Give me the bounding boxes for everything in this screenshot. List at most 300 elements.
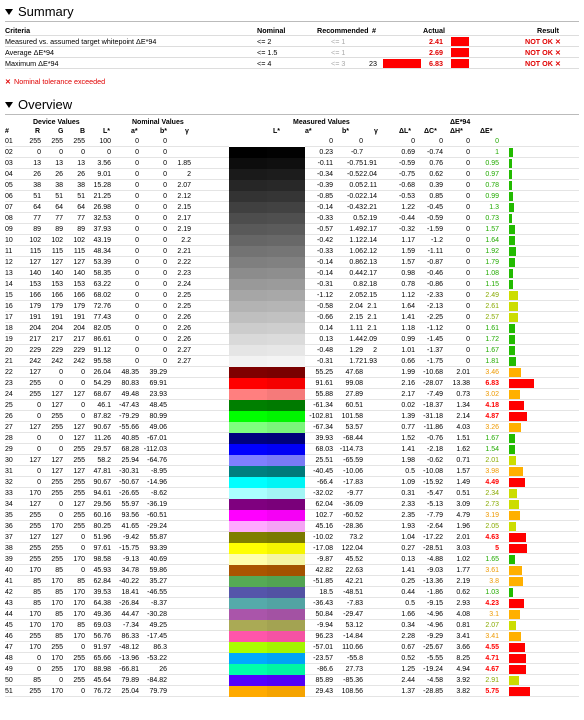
col-index-cell: 23	[5, 380, 13, 387]
overview-rows	[5, 136, 579, 697]
col-meas-a-cell: 85.89	[315, 677, 333, 684]
table-row	[5, 345, 579, 356]
col-dc-cell: -1.12	[427, 325, 443, 332]
measured-color-swatch	[267, 312, 305, 323]
col-meas-b-cell: 1.11	[349, 325, 363, 332]
col-nom-l-cell: 15.28	[93, 182, 111, 189]
col-dl-cell: 1.98	[401, 457, 415, 464]
col-nom-l-cell: 37.93	[93, 226, 111, 233]
col-r-cell: 255	[29, 633, 41, 640]
nominal-color-swatch	[229, 411, 267, 422]
col-meas-a-cell: -0.33	[317, 215, 333, 222]
col-nom-gamma-cell: 2.26	[177, 325, 191, 332]
nominal-color-swatch	[229, 631, 267, 642]
col-meas-b-cell: -60.52	[343, 512, 363, 519]
col-meas-b-cell: 42.21	[345, 578, 363, 585]
delta-e-bar	[509, 478, 525, 487]
col-meas-a-cell: -1.12	[317, 292, 333, 299]
col-index-cell: 15	[5, 292, 13, 299]
col-dl-cell: 1.64	[401, 303, 415, 310]
nominal-color-swatch	[229, 356, 267, 367]
nominal-color-swatch	[229, 147, 267, 158]
col-de-cell: 2.05	[485, 523, 499, 530]
measured-color-swatch	[267, 411, 305, 422]
col-dc-cell: -1.11	[427, 248, 443, 255]
col-meas-a-cell: 42.82	[315, 567, 333, 574]
col-g-cell: 85	[55, 567, 63, 574]
col-meas-b-cell: 2.04	[349, 303, 363, 310]
col-de-cell: 0.97	[485, 171, 499, 178]
col-nom-l-cell: 3.56	[97, 160, 111, 167]
col-nom-b-cell: -84.82	[147, 677, 167, 684]
col-meas-b-cell: -0.02	[347, 193, 363, 200]
col-b-cell: 255	[73, 523, 85, 530]
col-r-cell: 0	[37, 468, 41, 475]
col-nom-a-cell: 44.47	[121, 611, 139, 618]
col-de-cell: 1.61	[485, 325, 499, 332]
col-de-cell: 0.95	[485, 160, 499, 167]
col-dh-cell: 0.62	[456, 589, 470, 596]
delta-e-bar	[509, 500, 519, 509]
measured-values-header: Measured Values	[293, 119, 350, 126]
nominal-color-swatch	[229, 323, 267, 334]
col-nom-l-cell: 88.98	[93, 666, 111, 673]
col-b-cell: 229	[73, 347, 85, 354]
nominal-color-swatch	[229, 433, 267, 444]
col-dl-cell: 0.67	[401, 644, 415, 651]
col-g-cell: 127	[51, 534, 63, 541]
col-r-cell: 0	[37, 479, 41, 486]
col-meas-b-cell: 2.05	[349, 292, 363, 299]
col-nom-l-cell: 72.76	[93, 303, 111, 310]
col-nom-a-cell: 0	[135, 314, 139, 321]
col-b-cell: 255	[73, 457, 85, 464]
measured-color-swatch	[267, 510, 305, 521]
col-meas-b-cell: -17.83	[343, 479, 363, 486]
overview-table	[5, 118, 579, 697]
measured-color-swatch	[267, 477, 305, 488]
col-de-cell: 0.99	[485, 193, 499, 200]
table-row	[5, 664, 579, 675]
col-b-cell: 242	[73, 358, 85, 365]
delta-e-bar	[509, 291, 518, 300]
nominal-color-swatch	[229, 290, 267, 301]
delta-e-bar	[509, 632, 521, 641]
col-b-header: B	[80, 128, 86, 135]
col-nom-gamma-cell: 2.27	[177, 347, 191, 354]
col-g-cell: 229	[51, 347, 63, 354]
col-nom-l-cell: 45.64	[93, 677, 111, 684]
measured-color-swatch	[267, 367, 305, 378]
col-nom-a-cell: 68.28	[121, 446, 139, 453]
col-index-cell: 36	[5, 523, 13, 530]
col-index-cell: 01	[5, 138, 13, 145]
col-de-cell: 4.18	[485, 402, 499, 409]
col-g-cell: 191	[51, 314, 63, 321]
col-meas-b-cell: -0.52	[347, 171, 363, 178]
col-index-cell: 21	[5, 358, 13, 365]
table-row	[5, 301, 579, 312]
col-dc-cell: -4.96	[427, 622, 443, 629]
col-dh-cell: 0	[466, 292, 470, 299]
col-dh-cell: 3.66	[456, 644, 470, 651]
col-dh-cell: 3.41	[456, 633, 470, 640]
nominal-color-swatch	[229, 477, 267, 488]
col-index-cell: 11	[5, 248, 13, 255]
measured-color-swatch	[267, 565, 305, 576]
col-nom-l-cell: 26.04	[93, 369, 111, 376]
col-recommended: Recommended	[317, 26, 369, 35]
col-g-cell: 127	[51, 402, 63, 409]
delta-e-bar	[509, 533, 526, 542]
col-dh-cell: 0	[466, 160, 470, 167]
col-dc-cell: -9.29	[427, 633, 443, 640]
col-dc-cell: -13.36	[423, 578, 443, 585]
col-dc-cell: -25.67	[423, 644, 443, 651]
col-index-cell: 35	[5, 512, 13, 519]
col-nom-a-cell: 80.83	[121, 380, 139, 387]
col-de-cell: 4.63	[485, 534, 499, 541]
col-index-cell: 48	[5, 655, 13, 662]
delta-e-bar	[509, 335, 515, 344]
actual-value: 2.41	[429, 37, 443, 46]
col-nom-b-cell: 0	[163, 347, 167, 354]
col-de-cell: 1.92	[485, 248, 499, 255]
delta-e-bar	[509, 665, 526, 674]
col-g-cell: 51	[55, 193, 63, 200]
col-meas-a-cell: -17.08	[313, 545, 333, 552]
col-nom-gamma-cell: 1.85	[177, 160, 191, 167]
col-dl-cell: 0.25	[401, 578, 415, 585]
col-b-cell: 255	[73, 490, 85, 497]
col-g-cell: 0	[59, 512, 63, 519]
col-dh-cell: 4.79	[456, 512, 470, 519]
col-dh-cell: 3.92	[456, 677, 470, 684]
col-meas-gamma-cell: 2.1	[367, 303, 377, 310]
col-b-cell: 153	[73, 281, 85, 288]
delta-e-bar	[509, 489, 517, 498]
col-meas-a-cell: 96.23	[315, 633, 333, 640]
col-de-cell: 2.57	[485, 314, 499, 321]
nominal-color-swatch	[229, 191, 267, 202]
col-nom-l-cell: 65.66	[93, 655, 111, 662]
nominal-color-swatch	[229, 422, 267, 433]
col-dl-cell: 1.22	[401, 204, 415, 211]
col-dh-cell: 1.49	[456, 479, 470, 486]
col-dh-cell: 0	[466, 215, 470, 222]
nominal-color-swatch	[229, 268, 267, 279]
col-dc-cell: -9.03	[427, 567, 443, 574]
col-nom-a-cell: 0	[135, 325, 139, 332]
col-dc-cell: -7.79	[427, 512, 443, 519]
table-row	[5, 620, 579, 631]
col-index-cell: 20	[5, 347, 13, 354]
col-nom-b-cell: 0	[163, 215, 167, 222]
nominal-color-swatch	[229, 158, 267, 169]
col-de-cell: 1.81	[485, 358, 499, 365]
table-row	[5, 499, 579, 510]
col-b-cell: 26	[77, 171, 85, 178]
col-index-cell: 02	[5, 149, 13, 156]
col-nom-a-cell: 0	[135, 215, 139, 222]
col-nom-a-cell: 0	[135, 182, 139, 189]
delta-e-bar	[509, 159, 512, 168]
col-b-cell: 255	[73, 479, 85, 486]
col-index-cell: 08	[5, 215, 13, 222]
col-nom-a-cell: 0	[135, 160, 139, 167]
table-row	[5, 147, 579, 158]
col-dc-cell: -28.07	[423, 380, 443, 387]
col-b-cell: 217	[73, 336, 85, 343]
table-row	[5, 169, 579, 180]
col-meas-gamma-cell: 2.1	[367, 325, 377, 332]
col-b-cell: 255	[73, 512, 85, 519]
col-g-cell: 170	[51, 622, 63, 629]
measured-color-swatch	[267, 246, 305, 257]
table-row	[5, 356, 579, 367]
col-nom-a-cell: -13.96	[119, 655, 139, 662]
col-meas-b-cell: -29.47	[343, 611, 363, 618]
col-meas-b-cell: 45.52	[345, 556, 363, 563]
col-nom-l-cell: 43.19	[93, 237, 111, 244]
col-meas-a-cell: 25.51	[315, 457, 333, 464]
col-r-cell: 170	[29, 622, 41, 629]
col-de-cell: 3.46	[485, 369, 499, 376]
summary-header-row	[5, 25, 579, 36]
col-dc-cell: -4.58	[427, 677, 443, 684]
criteria-text: Average ΔE*94	[5, 48, 55, 57]
col-b-cell: 89	[77, 226, 85, 233]
col-nom-b-cell: -14.96	[147, 479, 167, 486]
nominal-color-swatch	[229, 389, 267, 400]
collapse-triangle-icon[interactable]	[5, 102, 13, 108]
collapse-triangle-icon[interactable]	[5, 9, 13, 15]
col-dl-cell: 1.04	[401, 534, 415, 541]
nominal-color-swatch	[229, 455, 267, 466]
col-de-cell: 1	[495, 149, 499, 156]
table-row	[5, 268, 579, 279]
col-nom-l-cell: 21.25	[93, 193, 111, 200]
col-de-cell: 4.71	[485, 655, 499, 662]
col-meas-l-header: L*	[273, 128, 280, 135]
col-b-cell: 0	[81, 644, 85, 651]
delta-e-bar	[509, 258, 515, 267]
delta-e-header: ΔE*94	[450, 119, 471, 126]
nominal-color-swatch	[229, 444, 267, 455]
result-value: NOT OK ✕	[525, 59, 561, 68]
col-g-cell: 140	[51, 270, 63, 277]
col-index-cell: 46	[5, 633, 13, 640]
col-de-cell: 3.02	[485, 391, 499, 398]
col-nom-b-cell: 23.93	[149, 391, 167, 398]
col-de-cell: 2.34	[485, 490, 499, 497]
col-nom-gamma-cell: 2.21	[177, 248, 191, 255]
col-index-cell: 06	[5, 193, 13, 200]
col-nom-l-cell: 94.61	[93, 490, 111, 497]
nominal-color-swatch	[229, 169, 267, 180]
col-b-cell: 170	[73, 666, 85, 673]
col-nom-a-cell: 0	[135, 292, 139, 299]
col-dc-cell: -1.45	[427, 336, 443, 343]
col-meas-a-cell: -51.85	[313, 578, 333, 585]
col-meas-b-cell: -0.75	[347, 160, 363, 167]
col-r-cell: 170	[29, 567, 41, 574]
col-meas-a-cell: -0.58	[317, 303, 333, 310]
col-dc-cell: -5.55	[427, 655, 443, 662]
table-row	[5, 290, 579, 301]
col-nom-l-cell: 53.39	[93, 259, 111, 266]
col-dh-cell: 1.34	[456, 402, 470, 409]
col-dl-cell: 0.52	[401, 655, 415, 662]
col-nom-b-cell: 69.91	[149, 380, 167, 387]
col-nom-a-cell: 86.33	[121, 633, 139, 640]
col-dh-cell: 2.93	[456, 600, 470, 607]
actual-bar	[451, 48, 469, 57]
measured-color-swatch	[267, 158, 305, 169]
col-nom-l-cell: 80.25	[93, 523, 111, 530]
col-nom-b-cell: 79.79	[149, 688, 167, 695]
col-index-cell: 40	[5, 567, 13, 574]
col-nom-a-cell: 0	[135, 171, 139, 178]
col-nom-l-cell: 90.67	[93, 479, 111, 486]
col-meas-gamma-cell: 2.1	[367, 314, 377, 321]
col-nom-a-cell: 0	[135, 193, 139, 200]
table-row	[5, 334, 579, 345]
nominal-value: <= 1.5	[257, 48, 278, 57]
col-nom-l-cell: 47.81	[93, 468, 111, 475]
table-row	[5, 444, 579, 455]
col-meas-b-cell: 27.89	[345, 391, 363, 398]
delta-e-bar	[509, 214, 512, 223]
col-nom-l-header: L*	[103, 128, 110, 135]
col-meas-b-cell: -9.77	[347, 490, 363, 497]
col-meas-a-cell: -0.31	[317, 281, 333, 288]
nominal-color-swatch	[229, 532, 267, 543]
col-dh-cell: 0	[466, 149, 470, 156]
col-r-cell: 153	[29, 281, 41, 288]
col-nom-b-cell: 0	[163, 259, 167, 266]
col-nom-gamma-cell: 2.17	[177, 215, 191, 222]
col-nom-a-cell: 93.56	[121, 512, 139, 519]
col-meas-b-cell: 27.73	[345, 666, 363, 673]
col-r-cell: 102	[29, 237, 41, 244]
col-meas-a-cell: -0.85	[317, 193, 333, 200]
measured-color-swatch	[267, 675, 305, 686]
col-nom-a-cell: 0	[135, 259, 139, 266]
measured-color-swatch	[267, 554, 305, 565]
overview-heading[interactable]	[5, 97, 72, 113]
col-b-cell: 170	[73, 611, 85, 618]
col-dl-cell: 0.5	[405, 468, 415, 475]
delta-e-bar	[509, 203, 514, 212]
measured-color-swatch	[267, 444, 305, 455]
col-dl-cell: 0.66	[401, 358, 415, 365]
col-nom-a-cell: 0	[135, 281, 139, 288]
col-nom-l-cell: 29.57	[93, 446, 111, 453]
col-dh-cell: 1.02	[456, 556, 470, 563]
col-index-cell: 44	[5, 611, 13, 618]
col-r-cell: 127	[29, 424, 41, 431]
summary-heading[interactable]	[5, 4, 74, 20]
col-r-cell: 255	[29, 556, 41, 563]
col-dh-cell: 0	[466, 204, 470, 211]
col-nom-gamma-cell: 2.19	[177, 226, 191, 233]
col-nom-a-cell: 79.89	[121, 677, 139, 684]
col-index-cell: 34	[5, 501, 13, 508]
table-row	[5, 433, 579, 444]
col-index-cell: 14	[5, 281, 13, 288]
col-b-cell: 127	[73, 501, 85, 508]
col-meas-gamma-cell: 2.11	[363, 182, 377, 189]
col-dc-cell: 0.85	[429, 193, 443, 200]
col-b-cell: 0	[81, 380, 85, 387]
col-r-cell: 0	[37, 402, 41, 409]
measured-color-swatch	[267, 400, 305, 411]
col-nom-b-cell: 26	[159, 666, 167, 673]
col-nom-a-cell: -26.65	[119, 490, 139, 497]
col-dh-cell: 0	[466, 347, 470, 354]
col-nom-a-cell: -66.81	[119, 666, 139, 673]
col-meas-a-cell: -57.01	[313, 644, 333, 651]
col-nom-a-cell: 0	[135, 237, 139, 244]
col-r-cell: 38	[33, 182, 41, 189]
col-meas-b-cell: 73.2	[349, 534, 363, 541]
recommended-value: <= 1	[331, 37, 346, 46]
col-nom-gamma-cell: 2.2	[181, 237, 191, 244]
col-nom-a-cell: 0	[135, 138, 139, 145]
col-r-cell: 0	[37, 413, 41, 420]
nominal-color-swatch	[229, 378, 267, 389]
nominal-color-swatch	[229, 466, 267, 477]
col-dc-cell: -2.33	[427, 292, 443, 299]
measured-color-swatch	[267, 169, 305, 180]
col-nom-b-cell: 86.3	[153, 644, 167, 651]
col-nom-b-cell: 0	[163, 171, 167, 178]
col-nom-l-cell: 87.82	[93, 413, 111, 420]
nominal-color-swatch	[229, 345, 267, 356]
col-b-cell: 0	[81, 688, 85, 695]
col-meas-a-cell: -102.81	[309, 413, 333, 420]
col-dl-cell: 1.57	[401, 259, 415, 266]
delta-e-bar	[509, 687, 530, 696]
col-index-cell: 43	[5, 600, 13, 607]
criteria-text: Measured vs. assumed target whitepoint ΔE*94	[5, 37, 157, 46]
col-dl-cell: 2.44	[401, 677, 415, 684]
col-index-cell: 29	[5, 446, 13, 453]
table-row	[5, 488, 579, 499]
group-header-row	[5, 118, 579, 127]
col-dh-cell: 3.82	[456, 688, 470, 695]
col-meas-b-cell: 0.44	[349, 270, 363, 277]
summary-row	[5, 47, 579, 58]
col-nom-gamma-cell: 2	[187, 171, 191, 178]
col-g-cell: 255	[51, 479, 63, 486]
col-dl-cell: 0.31	[401, 490, 415, 497]
col-r-cell: 0	[37, 435, 41, 442]
measured-color-swatch	[267, 235, 305, 246]
col-nom-a-cell: 0	[135, 358, 139, 365]
col-dc-cell: -2.25	[427, 314, 443, 321]
col-nom-b-cell: 93.39	[149, 545, 167, 552]
col-nom-a-cell: -55.66	[119, 424, 139, 431]
col-meas-a-cell: 102.7	[315, 512, 333, 519]
table-row	[5, 521, 579, 532]
col-dl-cell: 1.17	[401, 237, 415, 244]
col-de-cell: 3.19	[485, 512, 499, 519]
col-g-cell: 89	[55, 226, 63, 233]
table-row	[5, 686, 579, 697]
col-nom-l-cell: 46.1	[97, 402, 111, 409]
